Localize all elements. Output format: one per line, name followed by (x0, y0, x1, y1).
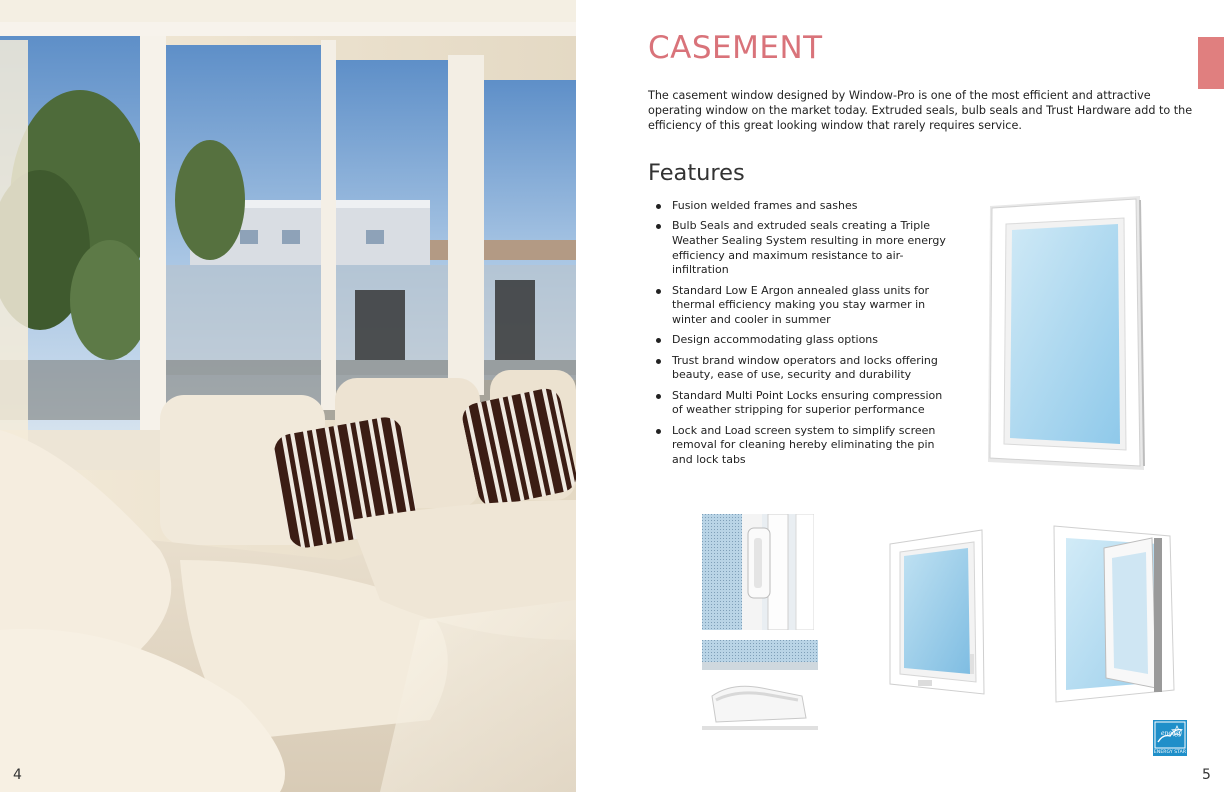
casement-window-front-image (888, 528, 986, 698)
right-page-number: 5 (1202, 767, 1211, 783)
casement-window-open-image (1052, 524, 1176, 704)
energy-star-logo-icon (1153, 720, 1187, 756)
feature-item: Lock and Load screen system to simplify screen removal for cleaning hereby eliminating the pin and lock tabs (650, 424, 950, 468)
left-page-number: 4 (13, 767, 22, 783)
casement-window-image (984, 194, 1146, 476)
feature-item: Standard Multi Point Locks ensuring compression of weather stripping for superior performance (650, 389, 950, 418)
energy-star-script: energy (1161, 730, 1183, 737)
feature-item: Trust brand window operators and locks offering beauty, ease of use, security and durability (650, 354, 950, 383)
feature-item: Bulb Seals and extruded seals creating a Triple Weather Sealing System resulting in more energy efficiency and maximum resistance to air-infiltration (650, 219, 950, 277)
feature-item: Fusion welded frames and sashes (650, 199, 950, 214)
feature-item: Standard Low E Argon annealed glass units for thermal efficiency making you stay warmer in winter and cooler in summer (650, 284, 950, 328)
operator-handle-detail-image (702, 640, 818, 732)
features-heading: Features (648, 160, 745, 186)
interior-living-room-photo (0, 0, 576, 792)
screen-latch-detail-image (702, 514, 814, 630)
features-list (650, 199, 950, 473)
intro-paragraph: The casement window designed by Window-Pro is one of the most efficient and attractive operating window on the market today. Extruded seals, bulb seals and Trust Hardware add to the efficiency of this great looking window that rarely requires service. (648, 89, 1193, 132)
page-title: CASEMENT (648, 30, 823, 66)
energy-star-label: ENERGY STAR (1153, 750, 1187, 755)
section-tab-marker (1198, 37, 1224, 89)
feature-item: Design accommodating glass options (650, 333, 950, 348)
